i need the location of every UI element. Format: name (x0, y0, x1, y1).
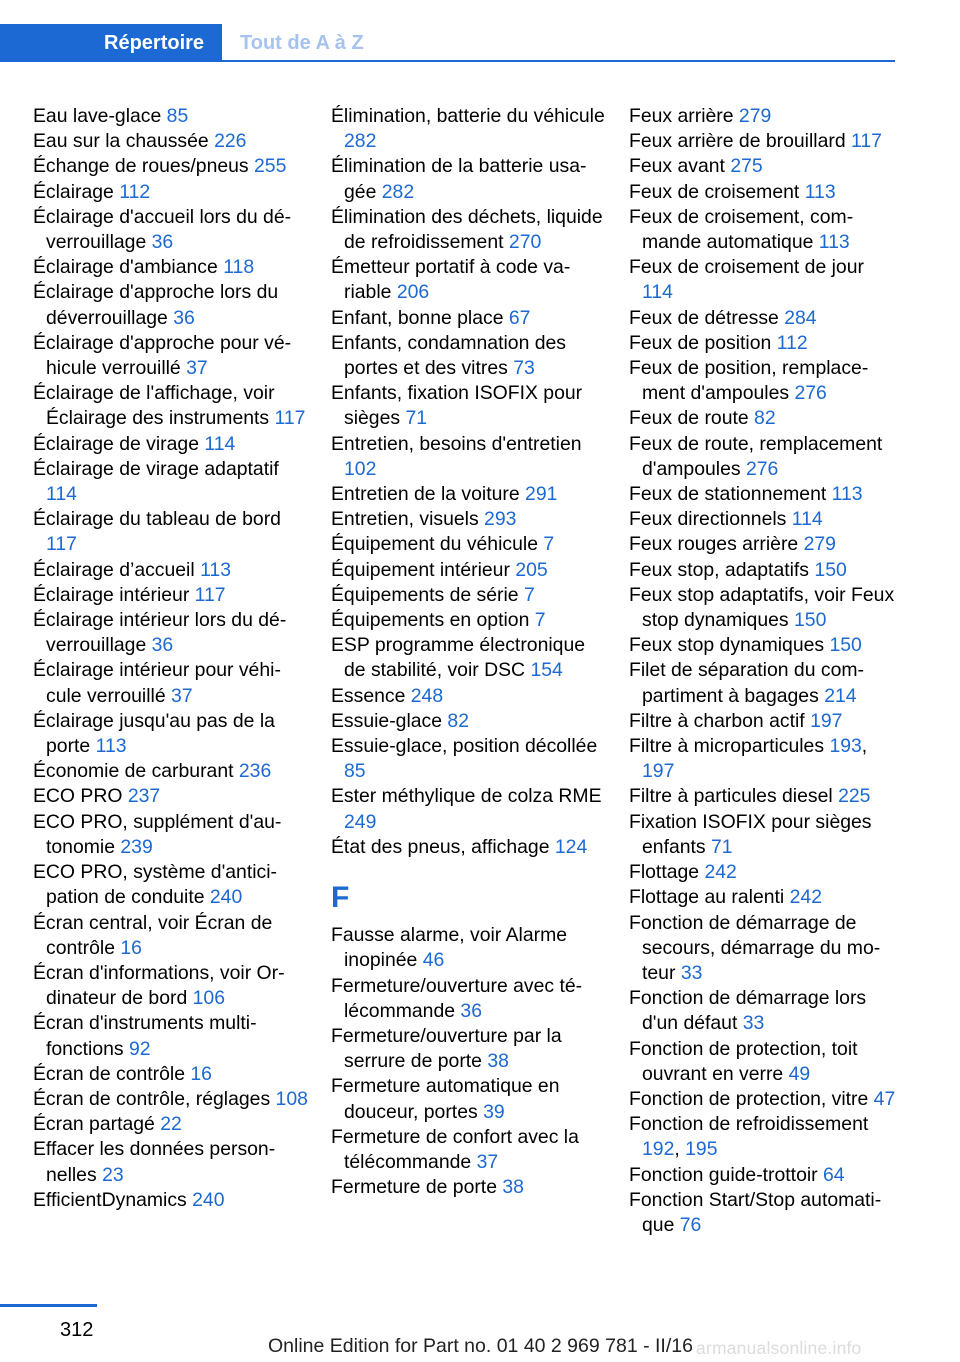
page-link[interactable]: 195 (685, 1138, 718, 1161)
entry-term: Éclairage jusqu'au pas de la porte (33, 709, 275, 758)
page-link[interactable]: 16 (190, 1062, 212, 1085)
index-entry (33, 381, 308, 431)
index-column-1 (33, 104, 308, 1213)
entry-term: Éclairage de virage (33, 432, 199, 455)
entry-term: Fonction de refroidissement (629, 1113, 869, 1136)
index-entry (33, 104, 308, 129)
index-entry (629, 1163, 899, 1188)
index-entry (33, 961, 308, 1011)
entry-term: Flottage au ralenti (629, 886, 785, 909)
page-link[interactable]: 23 (102, 1163, 124, 1186)
page-link[interactable]: 239 (120, 835, 153, 858)
page-link[interactable]: 113 (831, 483, 863, 506)
index-entry (629, 633, 899, 658)
index-entry (33, 180, 308, 205)
entry-term: Éclairage du tableau de bord (33, 508, 281, 531)
page-link[interactable]: 192 (642, 1138, 675, 1161)
index-entry: Filtre à microparticules 193, 197 (629, 735, 868, 783)
page-link[interactable]: 102 (344, 457, 377, 480)
index-entry (33, 784, 308, 809)
page-link[interactable]: 225 (838, 785, 871, 808)
index-entry (629, 583, 899, 633)
index-entry (33, 911, 308, 961)
page-link[interactable]: 214 (824, 684, 857, 707)
index-entry (331, 154, 606, 204)
page-link[interactable]: 206 (396, 281, 430, 304)
page-link[interactable]: 150 (814, 558, 847, 581)
entry-term: Filtre à charbon actif (629, 709, 805, 732)
entry-term: ESP programme électronique de stabilité, voir DSC (331, 634, 586, 682)
page-link[interactable]: 240 (192, 1188, 225, 1211)
entry-term: Feux stop, adaptatifs (629, 558, 810, 581)
page-link[interactable]: 112 (119, 180, 151, 203)
page-link[interactable]: 113 (804, 180, 836, 203)
index-entry (331, 306, 606, 331)
index-entry (629, 810, 899, 860)
index-entry (629, 911, 899, 987)
entry-term: ECO PRO (33, 785, 123, 808)
page-link[interactable]: 276 (745, 457, 779, 480)
page-link[interactable]: 85 (344, 760, 366, 783)
index-entry (33, 331, 308, 381)
page-link[interactable]: 240 (209, 886, 243, 909)
index-entry (331, 583, 606, 608)
entry-term: Feux de croisement, commande automatique (629, 205, 854, 254)
page-link[interactable]: 275 (730, 155, 763, 178)
entry-term: Feux de croisement (629, 180, 800, 203)
index-entry (331, 1175, 606, 1200)
page-link[interactable]: 36 (151, 231, 174, 254)
page-link[interactable]: 150 (794, 609, 827, 632)
index-entry (331, 1074, 606, 1124)
index-entry (331, 104, 606, 154)
page-link[interactable]: 226 (214, 130, 247, 153)
entry-term: État des pneus, affichage (331, 835, 550, 858)
index-entry (33, 507, 308, 557)
index-entry (33, 608, 308, 658)
entry-term: Fonction de démarrage lors d'un défaut (629, 987, 867, 1035)
index-entry (629, 255, 899, 305)
page-link[interactable]: 36 (173, 306, 195, 329)
entry-term: EfficientDynamics (33, 1188, 187, 1211)
index-entry (331, 1125, 606, 1175)
page-link[interactable]: 73 (513, 357, 535, 380)
entry-term: Écran de contrôle, réglages (33, 1087, 271, 1110)
entry-term: Fonction Start/Stop automatique (629, 1188, 882, 1236)
entry-term: Éclairage de l'affichage, voir Éclairage des instruments (33, 382, 275, 430)
entry-term: Feux avant (629, 155, 725, 178)
entry-term: Enfant, bonne place (331, 306, 504, 329)
page-link[interactable]: 193 (829, 735, 862, 758)
entry-term: ECO PRO, système d'anticipation de conduite (33, 861, 278, 909)
index-entry (331, 532, 606, 557)
index-entry (33, 1062, 308, 1087)
entry-term: Équipement du véhicule (331, 533, 538, 556)
index-entry (331, 255, 606, 305)
entry-term: Écran d'informations, voir Ordinateur de bord (33, 961, 285, 1010)
index-entry (33, 558, 308, 583)
index-entry (33, 280, 308, 330)
page-link[interactable]: 114 (642, 281, 673, 304)
index-column-3 (629, 104, 899, 1238)
index-entry (629, 205, 899, 255)
entry-term: Feux de route (629, 407, 749, 430)
page-link[interactable]: 37 (476, 1150, 499, 1173)
index-entry (629, 709, 899, 734)
entry-term: Flottage (629, 861, 700, 884)
page-link[interactable]: 113 (200, 558, 231, 581)
page-link[interactable]: 37 (186, 357, 208, 380)
page-link[interactable]: 117 (274, 407, 306, 430)
entry-term: Économie de carburant (33, 760, 234, 783)
entry-term: Éclairage d'approche pour véhicule verrouillé (33, 331, 292, 380)
edition-footer: Online Edition for Part no. 01 40 2 969 781 - II/16 (268, 1335, 693, 1357)
page-link[interactable]: 237 (127, 785, 161, 808)
page-link[interactable]: 112 (776, 331, 808, 354)
page-link[interactable]: 117 (851, 130, 882, 153)
index-entry (331, 608, 606, 633)
entry-term: Équipements de série (331, 583, 519, 606)
entry-term: Fermeture de porte (331, 1176, 497, 1199)
index-entry (33, 1087, 308, 1112)
page-link[interactable]: 7 (534, 609, 546, 632)
index-entry (331, 558, 606, 583)
entry-term: Éclairage d'accueil lors du déverrouillage (33, 205, 292, 254)
page-link[interactable]: 282 (344, 130, 377, 153)
entry-term: ECO PRO, supplément d'autonomie (33, 810, 282, 858)
page-link[interactable]: 106 (192, 987, 225, 1010)
page-link[interactable]: 49 (788, 1062, 811, 1085)
page-link[interactable]: 255 (254, 155, 287, 178)
entry-term: Éclairage d’accueil (33, 558, 195, 581)
index-entry (629, 1037, 899, 1087)
entry-term: Élimination de la batterie usagée (331, 155, 587, 203)
index-column-2 (331, 104, 606, 1200)
entry-term: Feux de détresse (629, 306, 779, 329)
index-entry (629, 154, 899, 179)
index-entry (629, 860, 899, 885)
entry-term: Éclairage intérieur lors du déverrouillage (33, 609, 287, 657)
page-link[interactable]: 279 (738, 105, 772, 127)
index-entry (629, 406, 899, 431)
entry-term: Échange de roues/pneus (33, 155, 249, 178)
index-entry (331, 205, 606, 255)
entry-term: Fermeture de confort avec la télécommande (331, 1125, 579, 1173)
entry-term: Fermeture/ouverture avec télécommande (331, 974, 583, 1022)
entry-term: Élimination, batterie du véhicule (331, 105, 605, 127)
entry-term: Filtre à microparticules (629, 735, 825, 758)
page-link[interactable]: 114 (46, 483, 77, 506)
index-entry (331, 1024, 606, 1074)
page-link[interactable]: 150 (829, 634, 862, 657)
entry-term: Feux arrière de brouillard (629, 130, 846, 153)
index-entry (33, 1137, 308, 1187)
page-link[interactable]: 71 (405, 407, 428, 430)
index-entry (331, 482, 606, 507)
page-link[interactable]: 242 (789, 886, 822, 909)
index-entry (629, 558, 899, 583)
index-entry (331, 974, 606, 1024)
index-entry (629, 482, 899, 507)
index-entry (331, 835, 606, 860)
page-link[interactable]: 197 (810, 709, 843, 732)
index-entry: Fonction de refroidissement 192, 195 (629, 1113, 869, 1161)
page-link[interactable]: 242 (704, 861, 737, 884)
entry-term: Feux de position (629, 331, 772, 354)
entry-term: Équipement intérieur (331, 558, 510, 581)
index-entry (331, 734, 606, 784)
page-link[interactable]: 113 (818, 231, 850, 254)
index-entry (331, 784, 606, 834)
index-entry (629, 1087, 899, 1112)
entry-term: Fausse alarme, voir Alarme inopinée (331, 924, 568, 972)
index-entry (33, 860, 308, 910)
index-entry (331, 331, 606, 381)
index-entry (331, 709, 606, 734)
index-entry (331, 633, 606, 683)
entry-term: Ester méthylique de colza RME (331, 785, 602, 808)
entry-term: Fermeture/ouverture par la serrure de porte (331, 1024, 562, 1073)
entry-term: Fonction guide-trottoir (629, 1163, 818, 1186)
page-link[interactable]: 22 (160, 1113, 182, 1136)
page-link[interactable]: 7 (543, 533, 555, 556)
tab-repertoire[interactable]: Répertoire (0, 24, 222, 62)
index-entry (629, 331, 899, 356)
page-number: 312 (60, 1319, 94, 1341)
entry-term: Élimination des déchets, liquide de refroidissement (331, 205, 603, 254)
index-entry (33, 759, 308, 784)
page-link[interactable]: 92 (129, 1037, 151, 1060)
page-link[interactable]: 38 (502, 1176, 524, 1199)
page-link[interactable]: 284 (784, 306, 817, 329)
page-link[interactable]: 154 (530, 659, 563, 682)
entry-term: Écran de contrôle (33, 1062, 185, 1085)
entry-term: Écran d'instruments multifonctions (33, 1012, 257, 1060)
page-link[interactable]: 7 (523, 583, 535, 606)
index-entry (629, 1188, 899, 1238)
entry-term: Éclairage de virage adaptatif (33, 457, 279, 480)
page-link[interactable]: 197 (642, 760, 675, 783)
index-entry (331, 923, 606, 973)
entry-term: Enfants, condamnation des portes et des vitres (331, 331, 566, 380)
index-entry (331, 432, 606, 482)
entry-term: Entretien de la voiture (331, 483, 520, 506)
page-link[interactable]: 47 (873, 1087, 896, 1110)
page-link[interactable]: 124 (554, 835, 588, 858)
index-entry (629, 784, 899, 809)
entry-term: Éclairage (33, 180, 114, 203)
entry-term: Filtre à particules diesel (629, 785, 833, 808)
page-link[interactable]: 82 (447, 709, 469, 732)
page-link[interactable]: 118 (223, 256, 255, 279)
index-entry (33, 154, 308, 179)
index-entry (33, 255, 308, 280)
entry-term: Eau lave-glace (33, 105, 162, 127)
header-tabs (0, 24, 895, 62)
page-link[interactable]: 16 (120, 936, 142, 959)
entry-term: Feux arrière (629, 105, 734, 127)
page-link[interactable]: 276 (794, 382, 827, 405)
index-entry (33, 1112, 308, 1137)
entry-term: Écran central, voir Écran de contrôle (33, 911, 273, 959)
page-link[interactable]: 64 (823, 1163, 845, 1186)
page-link[interactable]: 293 (484, 508, 517, 531)
tab-tout-de-a-a-z[interactable]: Tout de A à Z (240, 32, 364, 54)
index-entry (331, 684, 606, 709)
index-entry (629, 507, 899, 532)
page-link[interactable]: 282 (381, 180, 415, 203)
entry-term: Éclairage intérieur pour véhicule verrouillé (33, 659, 281, 707)
page-link[interactable]: 36 (460, 999, 482, 1022)
entry-term: Feux stop dynamiques (629, 634, 825, 657)
index-entry (33, 129, 308, 154)
page-link[interactable]: 85 (166, 105, 189, 127)
index-entry (33, 709, 308, 759)
index-entry (629, 986, 899, 1036)
page-link[interactable]: 114 (204, 432, 236, 455)
index-entry (629, 885, 899, 910)
section-letter-heading: F (331, 881, 350, 915)
index-entry (331, 507, 606, 532)
index-entry (629, 432, 899, 482)
page-link[interactable]: 76 (679, 1213, 702, 1236)
index-entry (331, 381, 606, 431)
entry-term: Émetteur portatif à code variable (331, 256, 571, 304)
page-link[interactable]: 67 (508, 306, 531, 329)
index-entry (629, 532, 899, 557)
entry-term: Éclairage d'approche lors du déverrouillage (33, 281, 279, 329)
entry-term: Feux de route, remplacement d'ampoules (629, 432, 883, 480)
page-link[interactable]: 46 (422, 949, 445, 972)
page-link[interactable]: 33 (680, 961, 703, 984)
page-link[interactable]: 39 (483, 1100, 505, 1123)
page-link[interactable]: 82 (754, 407, 776, 430)
page-link[interactable]: 33 (742, 1012, 765, 1035)
tab-underline (222, 60, 895, 62)
entry-term: Filet de séparation du compartiment à bagages (629, 659, 864, 707)
page-link[interactable]: 71 (711, 835, 733, 858)
index-entry (629, 129, 899, 154)
index-entry (33, 205, 308, 255)
entry-term: Feux de position, remplacement d'ampoules (629, 357, 869, 405)
entry-term: Entretien, besoins d'entretien (331, 432, 582, 455)
page-link[interactable]: 37 (171, 684, 193, 707)
index-entry (629, 104, 899, 129)
entry-term: Entretien, visuels (331, 508, 479, 531)
index-entry (33, 457, 308, 507)
index-entry (33, 658, 308, 708)
entry-term: Enfants, fixation ISOFIX pour sièges (331, 382, 583, 430)
entry-term: Feux de stationnement (629, 483, 827, 506)
page-link[interactable]: 248 (410, 684, 444, 707)
page-link[interactable]: 291 (525, 483, 558, 506)
entry-term: Fixation ISOFIX pour sièges enfants (629, 810, 872, 858)
page-link[interactable]: 270 (508, 231, 542, 254)
page-link[interactable]: 117 (46, 533, 77, 556)
entry-term: Essence (331, 684, 406, 707)
entry-term: Fermeture automatique en douceur, portes (331, 1075, 560, 1123)
index-entry (33, 432, 308, 457)
page-link[interactable]: 113 (95, 735, 127, 758)
entry-term: Essuie-glace, position décollée (331, 735, 598, 758)
entry-term: Feux rouges arrière (629, 533, 799, 556)
page-link[interactable]: 279 (803, 533, 836, 556)
page-link[interactable]: 117 (194, 583, 226, 606)
index-entry (629, 306, 899, 331)
entry-term: Équipements en option (331, 609, 530, 632)
entry-term: Fonction de protection, toit ouvrant en verre (629, 1037, 858, 1085)
page-link[interactable]: 36 (151, 634, 174, 657)
entry-term: Fonction de protection, vitre (629, 1087, 869, 1110)
index-entry (33, 583, 308, 608)
entry-term: Eau sur la chaussée (33, 130, 209, 153)
index-entry (629, 356, 899, 406)
entry-term: Fonction de démarrage de secours, démarrage du moteur (629, 911, 881, 984)
entry-term: Éclairage d'ambiance (33, 256, 218, 279)
page-link[interactable]: 205 (515, 558, 548, 581)
watermark: armanualsonline.info (696, 1338, 862, 1358)
entry-term: Écran partagé (33, 1113, 155, 1136)
index-entry (629, 180, 899, 205)
page-link[interactable]: 38 (487, 1050, 509, 1073)
index-entry (33, 1011, 308, 1061)
index-entry (33, 1188, 308, 1213)
entry-term: Éclairage intérieur (33, 583, 190, 606)
page-number-rule (0, 1304, 97, 1307)
index-entry (629, 658, 899, 708)
page-link[interactable]: 249 (344, 810, 377, 833)
page-link[interactable]: 108 (275, 1087, 308, 1110)
entry-term: Essuie-glace (331, 709, 443, 732)
index-entry (33, 810, 308, 860)
page-link[interactable]: 114 (791, 508, 823, 531)
entry-term: Feux directionnels (629, 508, 787, 531)
entry-term: Feux stop adaptatifs, voir Feux stop dynamiques (629, 583, 895, 632)
page-link[interactable]: 236 (238, 760, 272, 783)
entry-term: Feux de croisement de jour (629, 256, 864, 279)
entry-term: Effacer les données personnelles (33, 1138, 276, 1186)
